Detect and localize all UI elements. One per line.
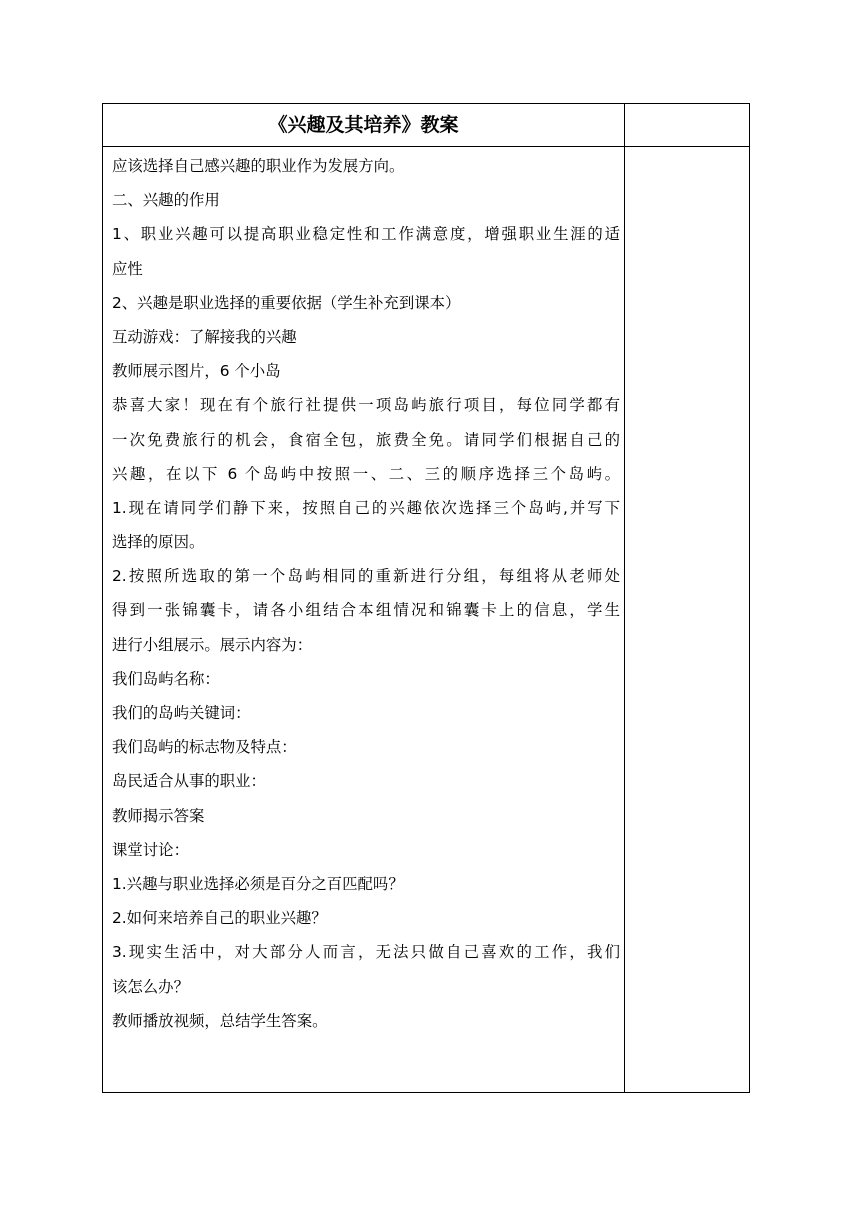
content-line: 1.兴趣与职业选择必须是百分之百匹配吗？	[112, 874, 404, 893]
content-line: 得到一张锦囊卡，请各小组结合本组情况和锦囊卡上的信息，学生	[112, 601, 620, 620]
content-line: 岛民适合从事的职业：	[112, 772, 266, 791]
content-line: 选择的原因。	[112, 533, 205, 552]
content-line: 我们的岛屿关键词：	[112, 704, 251, 722]
content-line: 互动游戏：了解接我的兴趣	[112, 327, 297, 346]
content-line: 2、兴趣是职业选择的重要依据（学生补充到课本）	[112, 293, 461, 312]
content-line: 该怎么办？	[112, 977, 189, 996]
content-line: 恭喜大家！现在有个旅行社提供一项岛屿旅行项目，每位同学都有	[112, 396, 620, 415]
content-line: 1、职业兴趣可以提高职业稳定性和工作满意度，增强职业生涯的适	[112, 225, 620, 244]
content-line: 兴趣，在以下 6 个岛屿中按照一、二、三的顺序选择三个岛屿。	[112, 464, 620, 483]
column-divider	[624, 104, 625, 1092]
content-line: 教师展示图片，6 个小岛	[112, 362, 281, 381]
document-title: 《兴趣及其培养》教案	[268, 114, 459, 136]
content-line: 3.现实生活中，对大部分人而言，无法只做自己喜欢的工作，我们	[112, 943, 620, 962]
content-line: 教师揭示答案	[112, 806, 205, 825]
content-line: 一次免费旅行的机会，食宿全包，旅费全免。请同学们根据自己的	[112, 430, 620, 449]
main-content-cell	[112, 149, 620, 1038]
content-line: 应该选择自己感兴趣的职业作为发展方向。	[112, 157, 405, 175]
content-line: 进行小组展示。展示内容为：	[112, 635, 313, 654]
content-line: 教师播放视频，总结学生答案。	[112, 1011, 328, 1030]
content-line: 1.现在请同学们静下来，按照自己的兴趣依次选择三个岛屿,并写下	[112, 498, 620, 517]
header-divider	[103, 146, 749, 147]
content-line: 2.按照所选取的第一个岛屿相同的重新进行分组，每组将从老师处	[112, 567, 620, 586]
content-line: 二、兴趣的作用	[112, 191, 220, 210]
content-line: 课堂讨论：	[112, 840, 189, 859]
content-line: 我们岛屿名称：	[112, 669, 220, 688]
content-line: 2.如何来培养自己的职业兴趣？	[112, 909, 327, 928]
lesson-plan-table	[102, 103, 750, 1093]
content-line: 应性	[112, 259, 143, 278]
content-line: 我们岛屿的标志物及特点：	[112, 738, 297, 757]
